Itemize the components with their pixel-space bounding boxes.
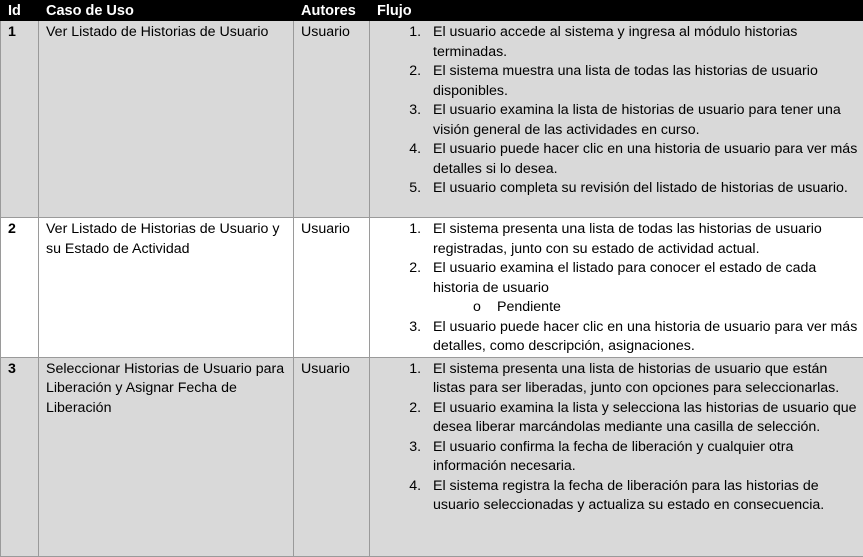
flujo-step — [425, 220, 861, 259]
flujo-step: 4. El usuario puede hacer clic en una historia de usuario para ver más detalles si lo desea. — [425, 140, 861, 179]
header-autores: Autores — [294, 1, 370, 21]
flujo-step: 1. El usuario accede al sistema y ingresa al módulo historias terminadas. — [425, 23, 861, 62]
flujo-step: 1. El sistema presenta una lista de historias de usuario que están listas para ser liberadas, junto con opciones para seleccionarlas. — [425, 360, 861, 399]
row-id: 2 — [1, 218, 39, 358]
flujo-step: 2. El usuario examina la lista y selecciona las historias de usuario que desea liberar marcándolas mediante una casilla de selección. — [425, 399, 861, 438]
flujo-step — [425, 259, 861, 318]
table-row — [1, 21, 863, 218]
flujo-step-text: El usuario puede hacer clic en una historia de usuario para ver más detalles, como descripción, asignaciones. — [433, 319, 857, 355]
row-caso: Ver Listado de Historias de Usuario — [39, 21, 294, 218]
flujo-step: 3. El usuario examina la lista de historias de usuario para tener una visión general de las actividades en curso. — [425, 101, 861, 140]
row-flujo — [370, 357, 863, 556]
flujo-step: 4. El sistema registra la fecha de liberación para las historias de usuario seleccionadas y actualiza su estado en consecuencia. — [425, 477, 861, 516]
row-id: 3 — [1, 357, 39, 556]
flujo-step — [425, 318, 861, 357]
flujo-step: 5. El usuario completa su revisión del listado de historias de usuario. — [425, 179, 861, 199]
row-autor: Usuario — [294, 357, 370, 556]
row-autor: Usuario — [294, 21, 370, 218]
row-id: 1 — [1, 21, 39, 218]
table-row — [1, 357, 863, 556]
header-caso: Caso de Uso — [39, 1, 294, 21]
flujo-step-text: El usuario examina el listado para conocer el estado de cada historia de usuario — [433, 260, 816, 296]
table-row — [1, 218, 863, 358]
flujo-list — [377, 23, 861, 199]
flujo-step: 3. El usuario confirma la fecha de liberación y cualquier otra información necesaria. — [425, 438, 861, 477]
row-flujo — [370, 21, 863, 218]
row-caso: Seleccionar Historias de Usuario para Liberación y Asignar Fecha de Liberación — [39, 357, 294, 556]
header-flujo: Flujo — [370, 1, 863, 21]
flujo-step-text: El sistema presenta una lista de todas las historias de usuario registradas, junto con su estado de actividad actual. — [433, 221, 822, 257]
flujo-list — [377, 220, 861, 357]
row-flujo — [370, 218, 863, 358]
row-autor: Usuario — [294, 218, 370, 358]
flujo-list — [377, 360, 861, 516]
header-row — [1, 1, 863, 21]
flujo-subitem: o Pendiente — [489, 298, 861, 318]
row-caso: Ver Listado de Historias de Usuario y su Estado de Actividad — [39, 218, 294, 358]
header-id: Id — [1, 1, 39, 21]
flujo-sublist — [433, 298, 861, 318]
flujo-step: 2. El sistema muestra una lista de todas las historias de usuario disponibles. — [425, 62, 861, 101]
